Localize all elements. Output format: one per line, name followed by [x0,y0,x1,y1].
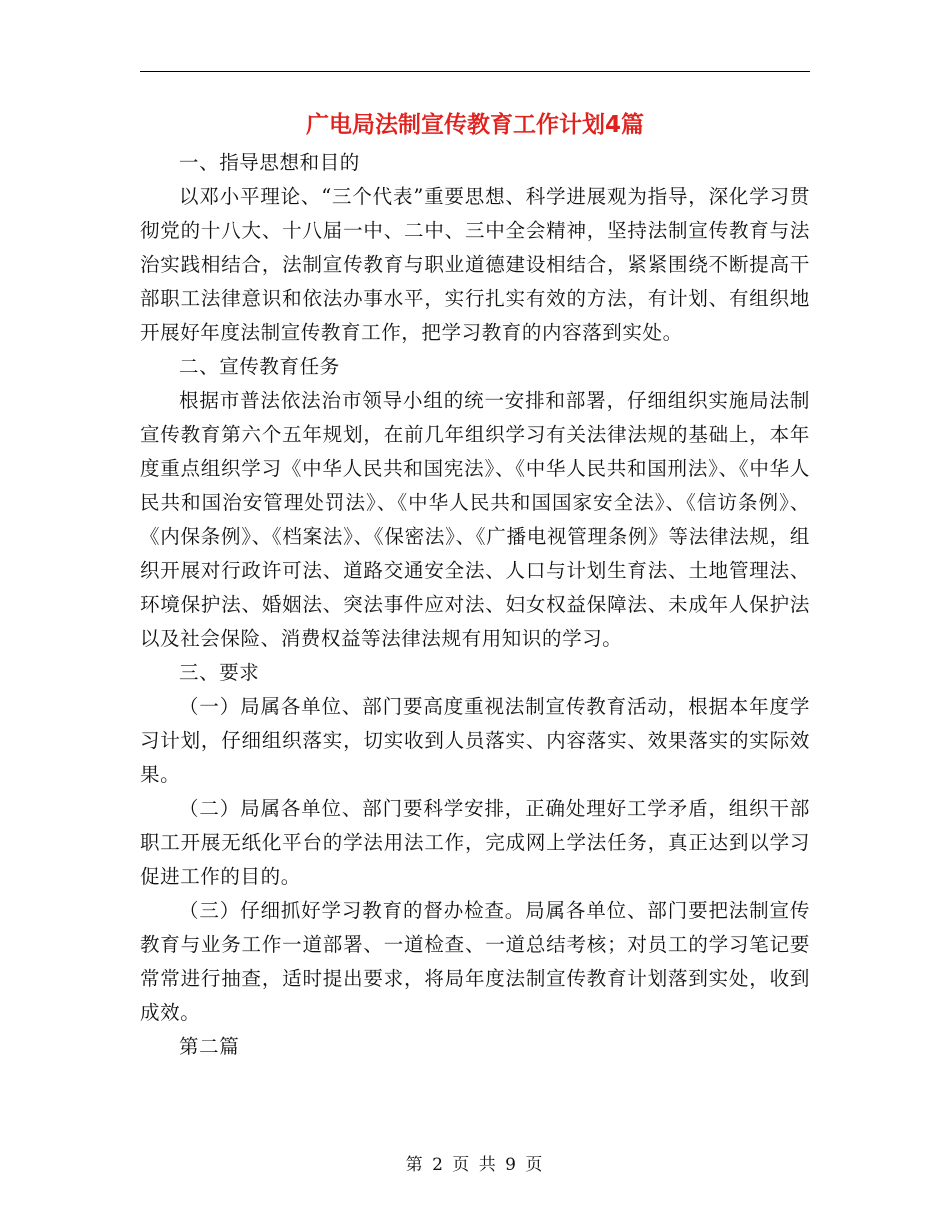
document-body [140,146,810,1064]
section-heading-part-two: 第二篇 [179,1035,240,1058]
section-heading-guiding-thought: 一、指导思想和目的 [179,151,360,174]
page-number: 第 2 页 共 9 页 [405,1155,545,1175]
paragraph-requirement-3: （三）仔细抓好学习教育的督办检查。局属各单位、部门要把法制宣传教育与业务工作一道部署、一道检查、一道总结考核；对员工的学习笔记要常常进行抽查，适时提出要求，将局年度法制宣传教育计划落到实处，收到成效。 [140,899,810,1024]
paragraph-guiding-thought: 以邓小平理论、“三个代表”重要思想、科学进展观为指导，深化学习贯彻党的十八大、十八届一中、二中、三中全会精神，坚持法制宣传教育与法治实践相结合，法制宣传教育与职业道德建设相结合，紧紧围绕不断提高干部职工法律意识和依法办事水平，实行扎实有效的方法，有计划、有组织地开展好年度法制宣传教育工作，把学习教育的内容落到实处。 [140,185,810,344]
document-title: 广电局法制宣传教育工作计划4篇 [305,112,644,138]
header-rule [140,71,810,72]
paragraph-requirement-1: （一）局属各单位、部门要高度重视法制宣传教育活动，根据本年度学习计划，仔细组织落实，切实收到人员落实、内容落实、效果落实的实际效果。 [140,695,810,786]
section-heading-requirements: 三、要求 [179,661,260,684]
paragraph-requirement-2: （二）局属各单位、部门要科学安排，正确处理好工学矛盾，组织干部职工开展无纸化平台的学法用法工作，完成网上学法任务，真正达到以学习促进工作的目的。 [140,797,810,888]
section-heading-tasks: 二、宣传教育任务 [179,355,340,378]
paragraph-tasks: 根据市普法依法治市领导小组的统一安排和部署，仔细组织实施局法制宣传教育第六个五年规划，在前几年组织学习有关法律法规的基础上，本年度重点组织学习《中华人民共和国宪法》、《中华人民共和国刑法》、《中华人民共和国治安管理处罚法》、《中华人民共和国国家安全法》、《信访条例》、《内保条例》、《档案法》、《保密法》、《广播电视管理条例》等法律法规，组织开展对行政许可法、道路交通安全法、人口与计划生育法、土地管理法、环境保护法、婚姻法、突法事件应对法、妇女权益保障法、未成年人保护法以及社会保险、消费权益等法律法规有用知识的学习。 [140,389,810,650]
